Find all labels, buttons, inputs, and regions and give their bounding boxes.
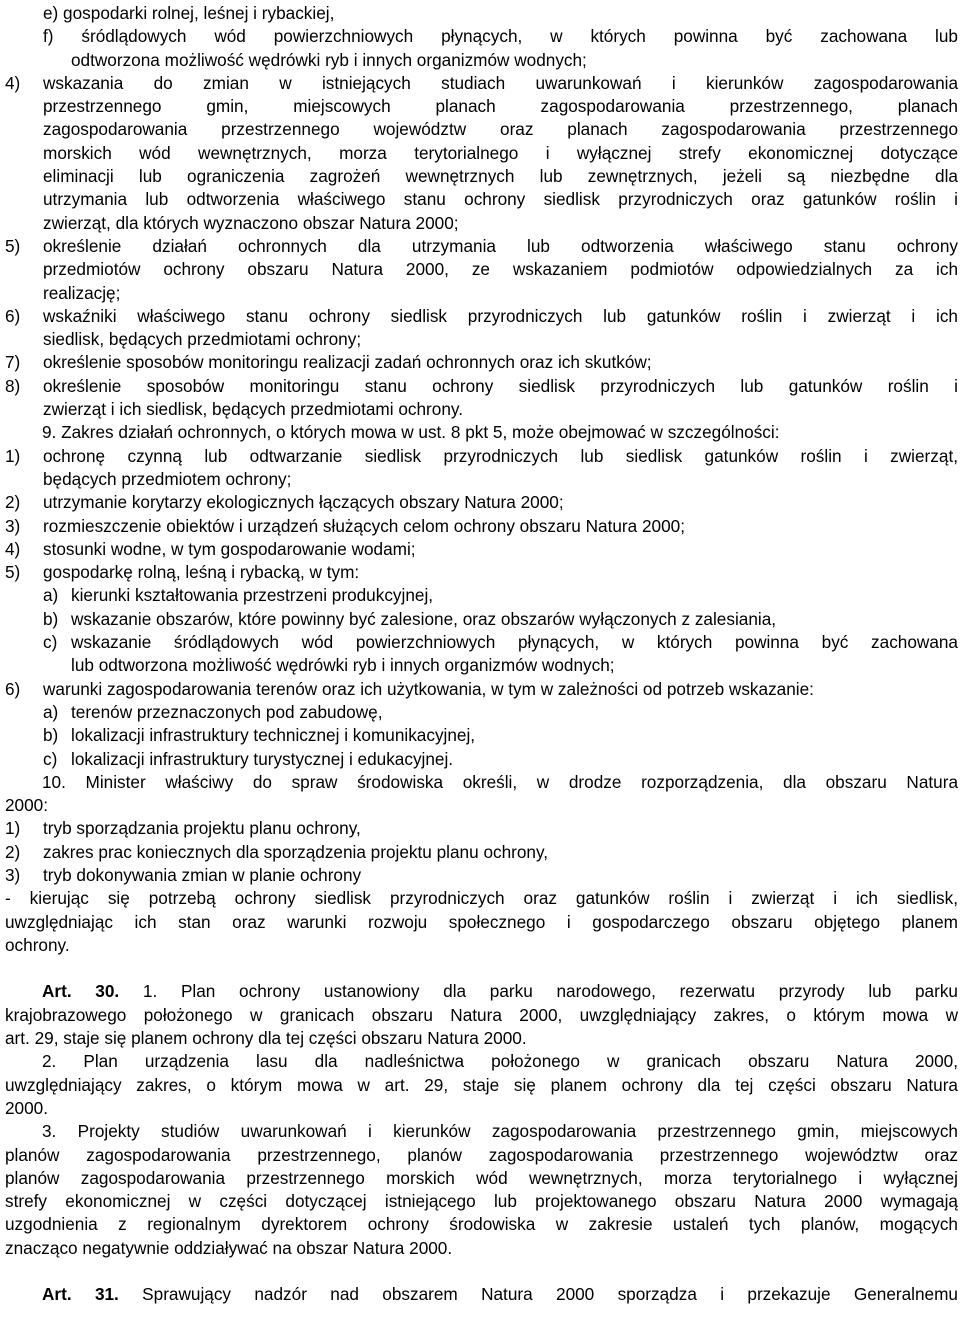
tryb-3 [5, 864, 958, 887]
zakres-5b [5, 608, 958, 631]
point-number: 3) [5, 864, 21, 885]
text-line: siedlisk, będących przedmiotami ochrony; [43, 329, 362, 350]
point-number: 6) [5, 678, 21, 699]
spacer [5, 1260, 958, 1283]
closing-line1: - kierując się potrzebą ochrony siedlisk przyrodniczych oraz gatunków roślin i zwierząt i ich siedlisk, [5, 888, 958, 909]
point-7 [5, 351, 958, 374]
document-page [5, 2, 958, 1307]
text-line: wskaźniki właściwego stanu ochrony siedlisk przyrodniczych lub gatunków roślin i zwierząt i ich [43, 305, 958, 326]
letter-marker: b) [43, 725, 59, 746]
text-line: tryb sporządzania projektu planu ochrony, [43, 818, 361, 839]
text-span: Sprawujący nadzór nad obszarem Natura 2000 sporządza i przekazuje Generalnemu [118, 1284, 958, 1305]
text-line: utrzymania lub odtworzenia właściwego stanu ochrony siedlisk przyrodniczych oraz gatunków roślin i [43, 189, 958, 210]
letter-marker: a) [43, 585, 59, 606]
point-number: 2) [5, 841, 21, 862]
point-6 [5, 305, 958, 352]
text-line: wskazanie obszarów, które powinny być zalesione, oraz obszarów wyłączonych z zalesiania, [71, 608, 777, 629]
text-line: tryb dokonywania zmian w planie ochrony [43, 864, 362, 885]
item-e: e) gospodarki rolnej, leśnej i rybackiej, [43, 3, 335, 23]
article-30-line5: uwzględniający zakres, o którym mowa w art. 29, staje się planem ochrony dla tej części obszaru Natura [5, 1074, 958, 1095]
tryb-2 [5, 841, 958, 864]
zakres-4 [5, 538, 958, 561]
text-line: przestrzennego gmin, miejscowych planach zagospodarowania przestrzennego, planach [43, 96, 958, 117]
article-30-line8: planów zagospodarowania przestrzennego, planów zagospodarowania przestrzennego województw oraz [5, 1144, 958, 1165]
text-line: określenie sposobów monitoringu realizacji zadań ochronnych oraz ich skutków; [43, 352, 652, 373]
point-number: 5) [5, 562, 21, 583]
text-line: określenie działań ochronnych dla utrzymania lub odtworzenia właściwego stanu ochrony [43, 235, 958, 256]
article-30-line3: art. 29, staje się planem ochrony dla tej części obszaru Natura 2000. [5, 1028, 527, 1049]
article-31-label: Art. 31. [42, 1284, 119, 1305]
point-number: 7) [5, 352, 21, 373]
text-line: kierunki kształtowania przestrzeni produkcyjnej, [71, 585, 434, 606]
text-line: określenie sposobów monitoringu stanu ochrony siedlisk przyrodniczych lub gatunków roślin i [43, 375, 958, 396]
closing-line3: ochrony. [5, 934, 70, 955]
zakres-1 [5, 445, 958, 492]
point-number: 1) [5, 445, 21, 466]
article-30-line12: znacząco negatywnie oddziaływać na obszar Natura 2000. [5, 1237, 453, 1258]
article-30-line1 [5, 980, 958, 1003]
zakres-5a [5, 584, 958, 607]
text-line: wskazania do zmian w istniejących studiach uwarunkowań i kierunków zagospodarowania [43, 72, 958, 93]
zakres-6a [5, 701, 958, 724]
text-line: morskich wód wewnętrznych, morza terytorialnego i wyłącznej strefy ekonomicznej dotyczące [43, 142, 958, 163]
point-8 [5, 375, 958, 422]
point-number: 5) [5, 235, 21, 256]
article-30-label: Art. 30. [42, 981, 120, 1002]
text-line: stosunki wodne, w tym gospodarowanie wodami; [43, 538, 416, 559]
text-line: eliminacji lub ograniczenia zagrożeń wewnętrznych lub zewnętrznych, jeżeli są niezbędne dla [43, 166, 958, 187]
zakres-6b [5, 724, 958, 747]
closing-line2: uwzględniając ich stan oraz warunki rozwoju społecznego i gospodarczego obszaru objętego planem [5, 911, 958, 932]
section-9-intro: 9. Zakres działań ochronnych, o których mowa w ust. 8 pkt 5, może obejmować w szczególności: [42, 422, 780, 443]
point-5 [5, 235, 958, 305]
text-line: gospodarkę rolną, leśną i rybacką, w tym: [43, 562, 360, 583]
text-line: zakres prac koniecznych dla sporządzenia projektu planu ochrony, [43, 841, 549, 862]
text-line: ochronę czynną lub odtwarzanie siedlisk przyrodniczych lub siedlisk gatunków roślin i zwierząt, [43, 445, 958, 466]
zakres-2 [5, 491, 958, 514]
point-number: 2) [5, 492, 21, 513]
point-number: 1) [5, 818, 21, 839]
zakres-6 [5, 678, 958, 701]
letter-marker: b) [43, 608, 59, 629]
point-number: 4) [5, 72, 21, 93]
text-line: zwierząt, dla których wyznaczono obszar Natura 2000; [43, 212, 459, 233]
point-number: 8) [5, 375, 21, 396]
item-f-line1: f) śródlądowych wód powierzchniowych płynących, w których powinna być zachowana lub [43, 26, 958, 47]
text-line: warunki zagospodarowania terenów oraz ich użytkowania, w tym w zależności od potrzeb wskazanie: [43, 678, 814, 699]
text-line: lokalizacji infrastruktury turystycznej i edukacyjnej. [71, 748, 454, 769]
text-line: realizację; [43, 282, 121, 303]
text-line: wskazanie śródlądowych wód powierzchniowych płynących, w których powinna być zachowana [71, 632, 958, 653]
letter-marker: c) [43, 632, 58, 653]
point-number: 4) [5, 538, 21, 559]
spacer [5, 957, 958, 980]
article-30-line4: 2. Plan urządzenia lasu dla nadleśnictwa położonego w granicach obszaru Natura 2000, [42, 1051, 958, 1072]
zakres-5 [5, 561, 958, 584]
article-30-line7: 3. Projekty studiów uwarunkowań i kierunków zagospodarowania przestrzennego gmin, miejscowych [42, 1121, 958, 1142]
text-line: lub odtworzona możliwość wędrówki ryb i innych organizmów wodnych; [71, 655, 615, 676]
item-f-line2: odtworzona możliwość wędrówki ryb i innych organizmów wodnych; [71, 49, 587, 70]
article-30-line10: strefy ekonomicznej w części dotyczącej istniejącego lub projektowanego obszaru Natura 2000 wymagają [5, 1191, 958, 1212]
text-span: 1. Plan ochrony ustanowiony dla parku narodowego, rezerwatu przyrody lub parku [119, 981, 958, 1002]
section-10-line2: 2000: [5, 795, 49, 816]
text-line: zagospodarowania przestrzennego województw oraz planach zagospodarowania przestrzennego [43, 119, 958, 140]
article-30-line2: krajobrazowego położonego w granicach obszaru Natura 2000, uwzględniający zakres, o którym mowa w [5, 1004, 958, 1025]
zakres-6c [5, 748, 958, 771]
text-line: przedmiotów ochrony obszaru Natura 2000, ze wskazaniem podmiotów odpowiedzialnych za ich [43, 259, 958, 280]
article-31-line1 [5, 1283, 958, 1306]
letter-marker: a) [43, 701, 59, 722]
point-number: 6) [5, 305, 21, 326]
text-line: rozmieszczenie obiektów i urządzeń służących celom ochrony obszaru Natura 2000; [43, 515, 685, 536]
article-30-line6: 2000. [5, 1097, 49, 1118]
article-30-line9: planów zagospodarowania przestrzennego morskich wód wewnętrznych, morza terytorialnego i wyłącznej [5, 1167, 958, 1188]
point-number: 3) [5, 515, 21, 536]
text-line: utrzymanie korytarzy ekologicznych łączących obszary Natura 2000; [43, 492, 564, 513]
text-line: terenów przeznaczonych pod zabudowę, [71, 701, 383, 722]
letter-marker: c) [43, 748, 58, 769]
tryb-1 [5, 817, 958, 840]
article-30-line11: uzgodnienia z regionalnym dyrektorem ochrony środowiska w zakresie ustaleń tych planów, mogących [5, 1214, 958, 1235]
zakres-3 [5, 515, 958, 538]
text-line: lokalizacji infrastruktury technicznej i komunikacyjnej, [71, 725, 476, 746]
text-line: będących przedmiotem ochrony; [43, 468, 292, 489]
section-10-line1: 10. Minister właściwy do spraw środowiska określi, w drodze rozporządzenia, dla obszaru Natura [42, 771, 958, 792]
point-4 [5, 72, 958, 235]
zakres-5c [5, 631, 958, 678]
text-line: zwierząt i ich siedlisk, będących przedmiotami ochrony. [43, 399, 463, 420]
